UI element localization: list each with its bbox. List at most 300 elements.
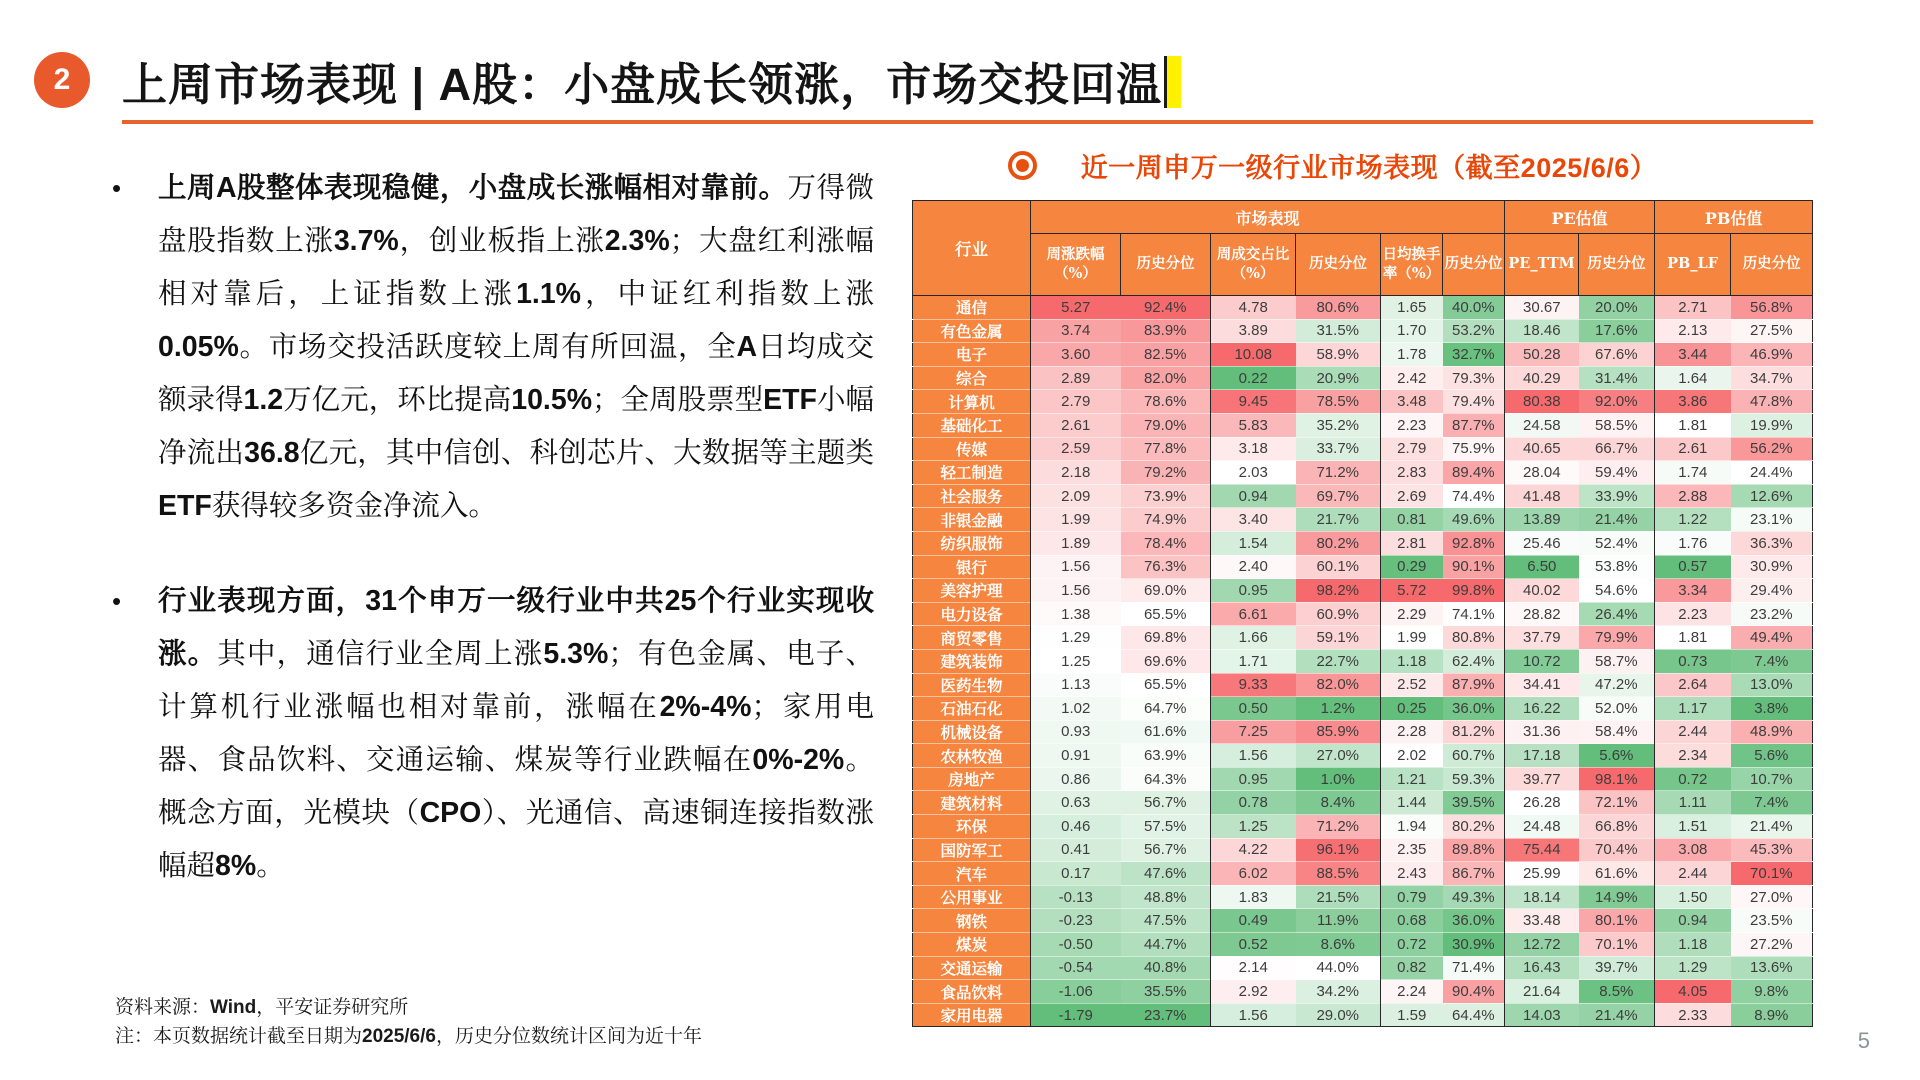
table-cell: 34.7% [1731, 366, 1813, 390]
table-cell: 60.9% [1296, 602, 1381, 626]
table-cell: 1.81 [1655, 413, 1731, 437]
table-cell: 1.56 [1031, 555, 1121, 579]
table-row [913, 933, 1813, 957]
table-cell: 1.56 [1031, 579, 1121, 603]
table-cell: 67.6% [1579, 343, 1655, 367]
industry-label: 电力设备 [913, 602, 1031, 626]
table-cell: 2.64 [1655, 673, 1731, 697]
table-cell: 2.35 [1381, 838, 1443, 862]
col-header: 历史分位 [1121, 234, 1211, 296]
table-cell: 78.6% [1121, 390, 1211, 414]
table-cell: 2.89 [1031, 366, 1121, 390]
table-cell: 87.7% [1443, 413, 1505, 437]
table-cell: 2.59 [1031, 437, 1121, 461]
table-cell: -0.50 [1031, 933, 1121, 957]
table-cell: 40.29 [1505, 366, 1579, 390]
table-cell: 72.1% [1579, 791, 1655, 815]
table-cell: 85.9% [1296, 720, 1381, 744]
table-cell: 3.48 [1381, 390, 1443, 414]
table-cell: 88.5% [1296, 862, 1381, 886]
table-cell: 6.50 [1505, 555, 1579, 579]
table-cell: 6.02 [1211, 862, 1296, 886]
table-cell: 1.74 [1655, 461, 1731, 485]
table-cell: 14.03 [1505, 1003, 1579, 1027]
table-cell: 0.82 [1381, 956, 1443, 980]
table-cell: 2.14 [1211, 956, 1296, 980]
table-cell: 9.45 [1211, 390, 1296, 414]
page-number: 5 [1857, 1028, 1870, 1053]
industry-label: 银行 [913, 555, 1031, 579]
table-cell: 32.7% [1443, 343, 1505, 367]
table-cell: 18.14 [1505, 885, 1579, 909]
table-row [913, 791, 1813, 815]
table-cell: 69.8% [1121, 626, 1211, 650]
table-cell: 3.44 [1655, 343, 1731, 367]
table-cell: 2.79 [1031, 390, 1121, 414]
table-cell: 1.66 [1211, 626, 1296, 650]
industry-label: 计算机 [913, 390, 1031, 414]
table-cell: 0.73 [1655, 649, 1731, 673]
table-cell: 1.76 [1655, 531, 1731, 555]
table-cell: 3.60 [1031, 343, 1121, 367]
table-cell: 8.4% [1296, 791, 1381, 815]
table-cell: 3.34 [1655, 579, 1731, 603]
table-cell: 49.3% [1443, 885, 1505, 909]
table-cell: 1.21 [1381, 767, 1443, 791]
table-cell: 23.1% [1731, 508, 1813, 532]
table-row [913, 461, 1813, 485]
table-cell: 56.8% [1731, 296, 1813, 320]
table-cell: 7.4% [1731, 791, 1813, 815]
table-row [913, 343, 1813, 367]
table-cell: 2.28 [1381, 720, 1443, 744]
table-cell: 5.83 [1211, 413, 1296, 437]
table-cell: 83.9% [1121, 319, 1211, 343]
table-cell: 16.43 [1505, 956, 1579, 980]
table-cell: 1.89 [1031, 531, 1121, 555]
industry-label: 公用事业 [913, 885, 1031, 909]
table-cell: 2.40 [1211, 555, 1296, 579]
table-cell: 47.2% [1579, 673, 1655, 697]
table-cell: 89.8% [1443, 838, 1505, 862]
table-cell: 47.8% [1731, 390, 1813, 414]
table-cell: 39.5% [1443, 791, 1505, 815]
table-cell: 13.0% [1731, 673, 1813, 697]
table-cell: 44.0% [1296, 956, 1381, 980]
table-cell: 13.89 [1505, 508, 1579, 532]
table-cell: 74.9% [1121, 508, 1211, 532]
table-cell: 1.99 [1381, 626, 1443, 650]
table-cell: 23.5% [1731, 909, 1813, 933]
industry-label: 商贸零售 [913, 626, 1031, 650]
industry-label: 社会服务 [913, 484, 1031, 508]
table-cell: 6.61 [1211, 602, 1296, 626]
table-cell: 3.74 [1031, 319, 1121, 343]
table-cell: 65.5% [1121, 602, 1211, 626]
table-row [913, 885, 1813, 909]
col-header: 周成交占比（%） [1211, 234, 1296, 296]
col-header: 历史分位 [1579, 234, 1655, 296]
table-cell: 17.6% [1579, 319, 1655, 343]
table-cell: 21.64 [1505, 980, 1579, 1004]
table-cell: 66.7% [1579, 437, 1655, 461]
table-cell: 24.48 [1505, 815, 1579, 839]
table-cell: 2.18 [1031, 461, 1121, 485]
table-cell: 48.8% [1121, 885, 1211, 909]
table-cell: 61.6% [1121, 720, 1211, 744]
table-cell: 1.56 [1211, 744, 1296, 768]
table-cell: 64.7% [1121, 697, 1211, 721]
table-cell: 92.8% [1443, 531, 1505, 555]
table-cell: 47.6% [1121, 862, 1211, 886]
bullseye-icon [1008, 151, 1037, 180]
table-cell: 62.4% [1443, 649, 1505, 673]
col-header-industry: 行业 [913, 201, 1031, 296]
industry-label: 非银金融 [913, 508, 1031, 532]
table-cell: 65.5% [1121, 673, 1211, 697]
table-cell: 3.08 [1655, 838, 1731, 862]
table-row [913, 602, 1813, 626]
table-cell: 69.7% [1296, 484, 1381, 508]
table-cell: 1.25 [1211, 815, 1296, 839]
industry-label: 环保 [913, 815, 1031, 839]
table-cell: 27.5% [1731, 319, 1813, 343]
table-cell: 1.38 [1031, 602, 1121, 626]
table-cell: 2.42 [1381, 366, 1443, 390]
table-cell: 0.25 [1381, 697, 1443, 721]
table-cell: 58.9% [1296, 343, 1381, 367]
table-cell: 37.79 [1505, 626, 1579, 650]
table-cell: 21.7% [1296, 508, 1381, 532]
table-cell: 30.9% [1443, 933, 1505, 957]
table-row [913, 862, 1813, 886]
table-cell: 4.22 [1211, 838, 1296, 862]
table-cell: 48.9% [1731, 720, 1813, 744]
table-cell: 14.9% [1579, 885, 1655, 909]
table-cell: 80.38 [1505, 390, 1579, 414]
table-cell: 1.81 [1655, 626, 1731, 650]
table-cell: 0.81 [1381, 508, 1443, 532]
table-cell: 49.4% [1731, 626, 1813, 650]
table-cell: 18.46 [1505, 319, 1579, 343]
table-cell: 0.95 [1211, 579, 1296, 603]
table-cell: 34.41 [1505, 673, 1579, 697]
table-cell: 28.04 [1505, 461, 1579, 485]
table-cell: 19.9% [1731, 413, 1813, 437]
table-row [913, 413, 1813, 437]
table-cell: 1.29 [1655, 956, 1731, 980]
table-cell: 23.2% [1731, 602, 1813, 626]
footnote-line: 注：本页数据统计截至日期为2025/6/6，历史分位数统计区间为近十年 [115, 1026, 702, 1048]
table-cell: 2.29 [1381, 602, 1443, 626]
table-cell: 26.4% [1579, 602, 1655, 626]
bullet-dot: • [112, 173, 122, 203]
table-cell: 79.9% [1579, 626, 1655, 650]
industry-label: 房地产 [913, 767, 1031, 791]
table-row [913, 1003, 1813, 1027]
table-cell: 21.4% [1579, 1003, 1655, 1027]
table-cell: 2.13 [1655, 319, 1731, 343]
table-cell: 90.1% [1443, 555, 1505, 579]
table-cell: 1.0% [1296, 767, 1381, 791]
table-cell: 41.48 [1505, 484, 1579, 508]
table-cell: 10.08 [1211, 343, 1296, 367]
table-cell: 70.1% [1731, 862, 1813, 886]
table-cell: 59.3% [1443, 767, 1505, 791]
table-row [913, 720, 1813, 744]
table-cell: 47.5% [1121, 909, 1211, 933]
table-cell: 70.4% [1579, 838, 1655, 862]
table-title-text: 近一周申万一级行业市场表现（截至2025/6/6） [1080, 153, 1658, 183]
table-cell: 40.0% [1443, 296, 1505, 320]
table-cell: 71.2% [1296, 461, 1381, 485]
table-cell: 12.6% [1731, 484, 1813, 508]
table-cell: 17.18 [1505, 744, 1579, 768]
industry-label: 纺织服饰 [913, 531, 1031, 555]
industry-label: 电子 [913, 343, 1031, 367]
table-cell: 58.5% [1579, 413, 1655, 437]
table-cell: 2.44 [1655, 720, 1731, 744]
footnote-line: 资料来源：Wind，平安证券研究所 [115, 997, 409, 1018]
table-cell: 2.02 [1381, 744, 1443, 768]
table-cell: 0.29 [1381, 555, 1443, 579]
table-cell: 99.8% [1443, 579, 1505, 603]
col-header: 周涨跌幅（%） [1031, 234, 1121, 296]
table-cell: 2.24 [1381, 980, 1443, 1004]
industry-label: 家用电器 [913, 1003, 1031, 1027]
page-title-text: 上周市场表现 | A股：小盘成长领涨，市场交投回温 [122, 59, 1163, 110]
table-cell: 92.0% [1579, 390, 1655, 414]
table-cell: -1.79 [1031, 1003, 1121, 1027]
table-cell: 1.51 [1655, 815, 1731, 839]
table-cell: 75.9% [1443, 437, 1505, 461]
table-cell: 82.0% [1121, 366, 1211, 390]
table-cell: 60.7% [1443, 744, 1505, 768]
table-cell: 1.29 [1031, 626, 1121, 650]
table-cell: 69.0% [1121, 579, 1211, 603]
table-cell: 1.17 [1655, 697, 1731, 721]
table-cell: 98.2% [1296, 579, 1381, 603]
table-cell: 22.7% [1296, 649, 1381, 673]
table-cell: 1.71 [1211, 649, 1296, 673]
table-cell: 80.2% [1443, 815, 1505, 839]
industry-label: 有色金属 [913, 319, 1031, 343]
table-row [913, 319, 1813, 343]
table-cell: 5.72 [1381, 579, 1443, 603]
table-cell: 2.33 [1655, 1003, 1731, 1027]
table-cell: 8.5% [1579, 980, 1655, 1004]
table-cell: 1.18 [1381, 649, 1443, 673]
table-cell: 0.49 [1211, 909, 1296, 933]
table-cell: 21.4% [1731, 815, 1813, 839]
table-cell: 57.5% [1121, 815, 1211, 839]
col-group-header: PB估值 [1655, 201, 1813, 234]
table-cell: 96.1% [1296, 838, 1381, 862]
industry-label: 钢铁 [913, 909, 1031, 933]
table-cell: 24.58 [1505, 413, 1579, 437]
table-cell: 3.40 [1211, 508, 1296, 532]
table-cell: 56.7% [1121, 791, 1211, 815]
table-cell: 5.27 [1031, 296, 1121, 320]
table-cell: 2.92 [1211, 980, 1296, 1004]
industry-label: 农林牧渔 [913, 744, 1031, 768]
table-cell: 63.9% [1121, 744, 1211, 768]
table-cell: 77.8% [1121, 437, 1211, 461]
table-row [913, 296, 1813, 320]
table-cell: 2.88 [1655, 484, 1731, 508]
col-header: 日均换手率（%） [1381, 234, 1443, 296]
table-cell: 3.89 [1211, 319, 1296, 343]
table-cell: 21.4% [1579, 508, 1655, 532]
table-row [913, 838, 1813, 862]
table-cell: 39.7% [1579, 956, 1655, 980]
industry-label: 美容护理 [913, 579, 1031, 603]
table-cell: 80.1% [1579, 909, 1655, 933]
table-cell: 64.4% [1443, 1003, 1505, 1027]
table-cell: 9.8% [1731, 980, 1813, 1004]
table-cell: 53.2% [1443, 319, 1505, 343]
table-cell: 1.64 [1655, 366, 1731, 390]
table-cell: 33.7% [1296, 437, 1381, 461]
table-cell: 2.52 [1381, 673, 1443, 697]
table-cell: 39.77 [1505, 767, 1579, 791]
table-cell: 21.5% [1296, 885, 1381, 909]
table-cell: 30.67 [1505, 296, 1579, 320]
col-header: PE_TTM [1505, 234, 1579, 296]
table-row [913, 909, 1813, 933]
table-cell: 31.36 [1505, 720, 1579, 744]
table-cell: 7.4% [1731, 649, 1813, 673]
table-cell: 2.43 [1381, 862, 1443, 886]
table-cell: 30.9% [1731, 555, 1813, 579]
table-cell: 8.6% [1296, 933, 1381, 957]
table-cell: 1.02 [1031, 697, 1121, 721]
table-cell: 70.1% [1579, 933, 1655, 957]
table-cell: 50.28 [1505, 343, 1579, 367]
table-cell: 0.94 [1211, 484, 1296, 508]
table-cell: 0.79 [1381, 885, 1443, 909]
table-cell: 79.2% [1121, 461, 1211, 485]
table-cell: 44.7% [1121, 933, 1211, 957]
table-cell: 1.59 [1381, 1003, 1443, 1027]
table-cell: 23.7% [1121, 1003, 1211, 1027]
table-row [913, 531, 1813, 555]
table-row [913, 697, 1813, 721]
table-cell: 92.4% [1121, 296, 1211, 320]
table-cell: 25.99 [1505, 862, 1579, 886]
table-cell: 76.3% [1121, 555, 1211, 579]
industry-label: 轻工制造 [913, 461, 1031, 485]
table-cell: 29.0% [1296, 1003, 1381, 1027]
table-cell: 2.23 [1655, 602, 1731, 626]
table-cell: 87.9% [1443, 673, 1505, 697]
table-title [852, 146, 1813, 185]
table-cell: 36.0% [1443, 697, 1505, 721]
table-cell: 26.28 [1505, 791, 1579, 815]
table-row [913, 980, 1813, 1004]
table-cell: 24.4% [1731, 461, 1813, 485]
industry-label: 煤炭 [913, 933, 1031, 957]
industry-label: 建筑材料 [913, 791, 1031, 815]
table-cell: 86.7% [1443, 862, 1505, 886]
table-cell: -0.23 [1031, 909, 1121, 933]
industry-label: 机械设备 [913, 720, 1031, 744]
table-cell: 61.6% [1579, 862, 1655, 886]
table-cell: 79.0% [1121, 413, 1211, 437]
table-cell: 16.22 [1505, 697, 1579, 721]
table-cell: 58.4% [1579, 720, 1655, 744]
table-cell: 33.9% [1579, 484, 1655, 508]
table-row [913, 508, 1813, 532]
table-cell: 2.61 [1031, 413, 1121, 437]
table-cell: 0.93 [1031, 720, 1121, 744]
bullet-dot: • [112, 586, 122, 616]
table-cell: 82.5% [1121, 343, 1211, 367]
table-cell: 49.6% [1443, 508, 1505, 532]
table-cell: 80.8% [1443, 626, 1505, 650]
table-cell: 89.4% [1443, 461, 1505, 485]
table-area [912, 146, 1813, 1027]
table-cell: 2.69 [1381, 484, 1443, 508]
table-cell: 1.11 [1655, 791, 1731, 815]
table-cell: 0.63 [1031, 791, 1121, 815]
table-row [913, 956, 1813, 980]
table-cell: 2.44 [1655, 862, 1731, 886]
table-cell: 1.94 [1381, 815, 1443, 839]
table-cell: 40.8% [1121, 956, 1211, 980]
table-cell: 40.65 [1505, 437, 1579, 461]
bullet-text: 上周A股整体表现稳健，小盘成长涨幅相对靠前。万得微盘股指数上涨3.7%，创业板指上涨2.3%；大盘红利涨幅相对靠后，上证指数上涨1.1%，中证红利指数上涨0.05%。市场交投活跃度较上周有所回温，全A日均成交额录得1.2万亿元，环比提高10.5%；全周股票型ETF小幅净流出36.8亿元，其中信创、科创芯片、大数据等主题类ETF获得较多资金净流入。 [158, 172, 874, 522]
table-cell: 31.5% [1296, 319, 1381, 343]
table-row [913, 649, 1813, 673]
industry-label: 建筑装饰 [913, 649, 1031, 673]
table-cell: 29.4% [1731, 579, 1813, 603]
table-cell: 78.4% [1121, 531, 1211, 555]
table-cell: 2.61 [1655, 437, 1731, 461]
table-cell: 35.2% [1296, 413, 1381, 437]
table-cell: 20.9% [1296, 366, 1381, 390]
table-cell: 2.03 [1211, 461, 1296, 485]
table-row [913, 579, 1813, 603]
industry-label: 汽车 [913, 862, 1031, 886]
industry-performance-table [912, 200, 1813, 1027]
table-cell: 35.5% [1121, 980, 1211, 1004]
table-cell: 27.0% [1296, 744, 1381, 768]
table-cell: 56.2% [1731, 437, 1813, 461]
table-cell: 1.13 [1031, 673, 1121, 697]
table-row [913, 815, 1813, 839]
table-cell: 0.95 [1211, 767, 1296, 791]
table-cell: 20.0% [1579, 296, 1655, 320]
industry-label: 通信 [913, 296, 1031, 320]
table-cell: 1.83 [1211, 885, 1296, 909]
table-cell: 3.86 [1655, 390, 1731, 414]
table-cell: 11.9% [1296, 909, 1381, 933]
table-cell: 1.56 [1211, 1003, 1296, 1027]
table-cell: 66.8% [1579, 815, 1655, 839]
table-cell: 4.78 [1211, 296, 1296, 320]
industry-label: 传媒 [913, 437, 1031, 461]
table-cell: 54.6% [1579, 579, 1655, 603]
table-cell: 34.2% [1296, 980, 1381, 1004]
table-cell: 0.91 [1031, 744, 1121, 768]
table-cell: 74.4% [1443, 484, 1505, 508]
table-cell: 1.78 [1381, 343, 1443, 367]
table-cell: 45.3% [1731, 838, 1813, 862]
table-row [913, 437, 1813, 461]
table-cell: 3.8% [1731, 697, 1813, 721]
table-cell: 5.6% [1731, 744, 1813, 768]
